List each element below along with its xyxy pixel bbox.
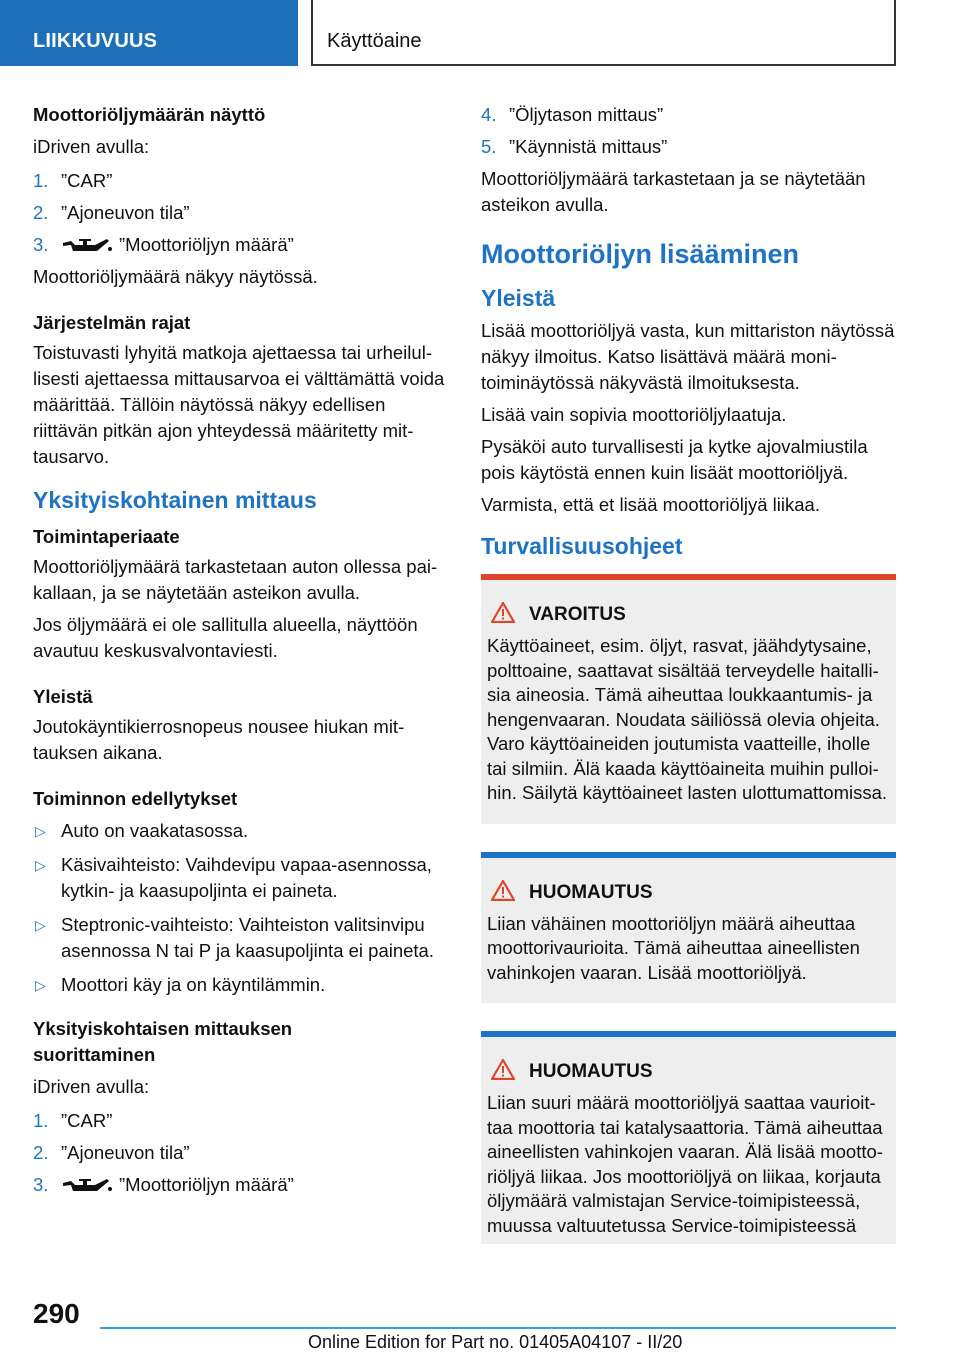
chapter-tab (311, 0, 896, 66)
limits-text: Toistuvasti lyhyitä matkoja ajettaessa tai urheilullisesti ajettaessa mittausarvoa ei välttämättä voida määrittää. Tällöin näytössä näkyy edellisen riittävän pitkän ajon yhteydessä määritetty mittausarvo. (33, 342, 445, 467)
idrive-intro-2: iDriven avulla: (33, 1076, 150, 1097)
safety-heading: Turvallisuusohjeet (481, 533, 683, 559)
note-text-2: Liian suuri määrä moottoriöljyä saattaa vaurioittaa moottoria tai katalysaattoria. Tämä aiheuttaa aineellisten vahinkojen vaaran. Älä lisää moottoriöljyä liikaa. Jos moottoriöljyä on liikaa, korjauta öljymäärä valmistajan Service-toimipisteessä, muussa valtuutetussa Service-toimipisteessä (487, 1092, 883, 1236)
note-box-1 (481, 852, 896, 1004)
warning-box (481, 574, 896, 824)
conditions-list (33, 818, 448, 998)
note-title-1: HUOMAUTUS (487, 880, 888, 906)
note-box-2 (481, 1031, 896, 1244)
general-heading-left: Yleistä (33, 686, 93, 707)
principle-heading: Toimintaperiaate (33, 526, 180, 547)
warning-triangle-icon (491, 1059, 515, 1080)
limits-heading: Järjestelmän rajat (33, 312, 191, 333)
general-text-1: Lisää moottoriöljyä vasta, kun mittariston näytössä näkyy ilmoitus. Katso lisättävä määrä monitoiminäytössä näkyvästä ilmoituksesta. (481, 320, 895, 393)
warning-triangle-icon (491, 602, 515, 623)
general-heading-right: Yleistä (481, 285, 556, 311)
note-title-2: HUOMAUTUS (487, 1059, 888, 1085)
list-item: ▷ Moottori käy ja on käyntilämmin. (33, 972, 448, 998)
list-item: 4. ”Öljytason mittaus” (481, 104, 664, 125)
page-number: 290 (33, 1298, 80, 1329)
section-tab (0, 0, 298, 66)
display-heading: Moottoriöljymäärän näyttö (33, 104, 266, 125)
individual-heading: Yksityiskohtainen mittaus (33, 487, 317, 513)
principle-text-1: Moottoriöljymäärä tarkastetaan auton ollessa paikallaan, ja se näytetään asteikon avulla. (33, 556, 438, 603)
idrive-intro: iDriven avulla: (33, 136, 150, 157)
steps-list-1 (33, 168, 448, 258)
general-text-2: Lisää vain sopivia moottoriöljylaatuja. (481, 404, 787, 425)
general-text-left: Joutokäyntikierrosnopeus nousee hiukan mittauksen aikana. (33, 716, 405, 763)
list-item: 2. ”Ajoneuvon tila” (33, 1142, 190, 1163)
list-item: 1. ”CAR” (33, 170, 113, 191)
triangle-bullet-icon: ▷ (35, 977, 46, 993)
list-item: 3. ”Moottoriöljyn määrä” (33, 234, 294, 255)
note-text-1: Liian vähäinen moottoriöljyn määrä aiheuttaa moottorivaurioita. Tämä aiheuttaa aineellisten vahinkojen vaaran. Lisää moottoriöljyä. (487, 912, 860, 983)
list-item: ▷ Auto on vaakatasossa. (33, 818, 448, 844)
footer-divider (100, 1327, 896, 1329)
display-result: Moottoriöljymäärä näkyy näytössä. (33, 266, 318, 287)
general-text-3: Pysäköi auto turvallisesti ja kytke ajovalmiustila pois käytöstä ennen kuin lisäät moottoriöljyä. (481, 436, 868, 483)
warning-title: VAROITUS (487, 602, 888, 628)
chapter-title: Käyttöaine (327, 30, 422, 52)
steps-result: Moottoriöljymäärä tarkastetaan ja se näytetään asteikon avulla. (481, 168, 866, 215)
principle-text-2: Jos öljymäärä ei ole sallitulla alueella, näyttöön avautuu keskusvalvontaviesti. (33, 614, 418, 661)
list-item: 3. ”Moottoriöljyn määrä” (33, 1174, 294, 1195)
section-title: LIIKKUVUUS (33, 30, 158, 52)
general-text-4: Varmista, että et lisää moottoriöljyä liikaa. (481, 494, 820, 515)
triangle-bullet-icon: ▷ (35, 857, 46, 873)
list-item: 2. ”Ajoneuvon tila” (33, 202, 190, 223)
steps-list-2 (33, 1108, 448, 1198)
list-item: ▷ Steptronic-vaihteisto: Vaihteiston valitsinvipu asennossa N tai P ja kaasupoljinta ei paineta. (35, 914, 434, 961)
adding-heading: Moottoriöljyn lisääminen (481, 239, 800, 269)
footer-edition: Online Edition for Part no. 01405A04107 - II/20 (308, 1332, 683, 1352)
warning-text: Käyttöaineet, esim. öljyt, rasvat, jäähdytysaine, polttoaine, saattavat sisältää terveydelle haitallisia aineosia. Tämä aiheuttaa loukkaantumis- ja hengenvaaran. Noudata säiliössä olevia ohjeita. Varo käyttöaineiden joutumista vaatteille, iholle tai silmiin. Älä kaada käyttöaineita muihin pulloihin. Säilytä käyttöaineet lasten ulottumattomissa. (487, 635, 888, 803)
left-column (33, 102, 448, 1204)
list-item: 5. ”Käynnistä mittaus” (481, 136, 668, 157)
oil-can-icon (61, 237, 113, 255)
triangle-bullet-icon: ▷ (35, 917, 46, 933)
list-item: ▷ Käsivaihteisto: Vaihdevipu vapaa-asennossa, kytkin- ja kaasupoljinta ei paineta. (35, 854, 432, 901)
list-item: 1. ”CAR” (33, 1110, 113, 1131)
right-column (481, 102, 896, 1244)
oil-can-icon (61, 1177, 113, 1195)
conditions-heading: Toiminnon edellytykset (33, 788, 238, 809)
triangle-bullet-icon: ▷ (35, 823, 46, 839)
warning-triangle-icon (491, 880, 515, 901)
perform-heading: Yksityiskohtaisen mittauksen suorittaminen (33, 1018, 293, 1065)
steps-list-cont (481, 102, 896, 160)
